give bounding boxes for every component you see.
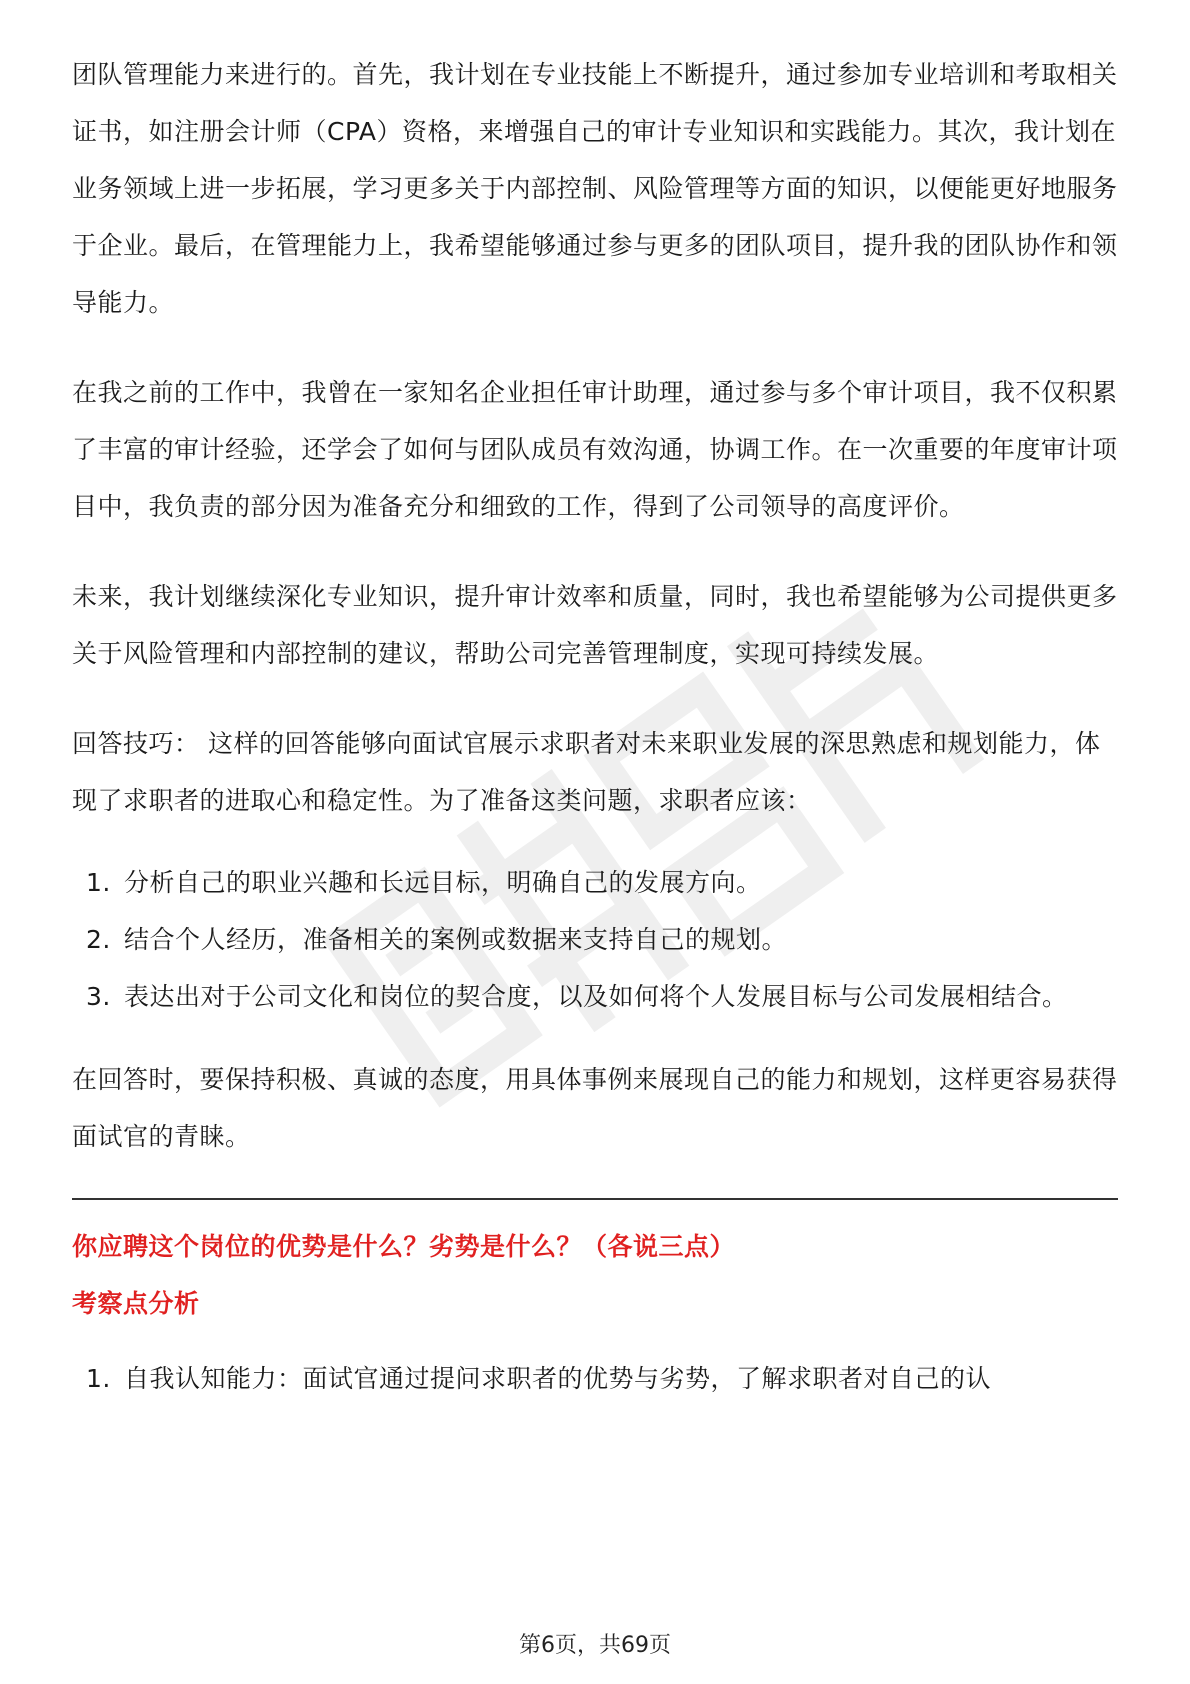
paragraph-closing: 在回答时，要保持积极、真诚的态度，用具体事例来展现自己的能力和规划，这样更容易获得面试官的青睐。 bbox=[72, 1065, 1118, 1151]
list-text: 表达出对于公司文化和岗位的契合度，以及如何将个人发展目标与公司发展相结合。 bbox=[124, 982, 1068, 1011]
list-number: 1. bbox=[86, 1364, 111, 1393]
list-number: 3. bbox=[86, 982, 111, 1011]
paragraph-answer-tips: 回答技巧： 这样的回答能够向面试官展示求职者对未来职业发展的深思熟虑和规划能力，体现了求职者的进取心和稳定性。为了准备这类问题，求职者应该： bbox=[72, 729, 1101, 815]
list-item bbox=[72, 968, 1118, 1025]
section-divider bbox=[72, 1198, 1118, 1200]
document-body bbox=[72, 46, 1118, 1433]
paragraph-future-plan: 未来，我计划继续深化专业知识，提升审计效率和质量，同时，我也希望能够为公司提供更多关于风险管理和内部控制的建议，帮助公司完善管理制度，实现可持续发展。 bbox=[72, 582, 1118, 668]
list-item bbox=[72, 911, 1118, 968]
list-text: 自我认知能力：面试官通过提问求职者的优势与劣势，了解求职者对自己的认 bbox=[124, 1364, 992, 1393]
paragraph-past-experience: 在我之前的工作中，我曾在一家知名企业担任审计助理，通过参与多个审计项目，我不仅积累了丰富的审计经验，还学会了如何与团队成员有效沟通，协调工作。在一次重要的年度审计项目中，我负责的部分因为准备充分和细致的工作，得到了公司领导的高度评价。 bbox=[72, 378, 1118, 521]
list-text: 分析自己的职业兴趣和长远目标，明确自己的发展方向。 bbox=[124, 868, 762, 897]
list-text: 结合个人经历，准备相关的案例或数据来支持自己的规划。 bbox=[124, 925, 788, 954]
analysis-list bbox=[72, 1350, 1118, 1407]
question-heading: 你应聘这个岗位的优势是什么？劣势是什么？（各说三点） bbox=[72, 1232, 736, 1261]
analysis-heading: 考察点分析 bbox=[72, 1289, 200, 1318]
paragraph-career-plan: 团队管理能力来进行的。首先，我计划在专业技能上不断提升，通过参加专业培训和考取相关证书，如注册会计师（CPA）资格，来增强自己的审计专业知识和实践能力。其次，我计划在业务领域上进一步拓展，学习更多关于内部控制、风险管理等方面的知识，以便能更好地服务于企业。最后，在管理能力上，我希望能够通过参与更多的团队项目，提升我的团队协作和领导能力。 bbox=[72, 60, 1118, 317]
list-item bbox=[72, 1350, 1118, 1407]
list-number: 2. bbox=[86, 925, 111, 954]
tips-list bbox=[72, 854, 1118, 1025]
list-item bbox=[72, 854, 1118, 911]
page-footer: 第6页，共69页 bbox=[519, 1633, 671, 1658]
list-number: 1. bbox=[86, 868, 111, 897]
